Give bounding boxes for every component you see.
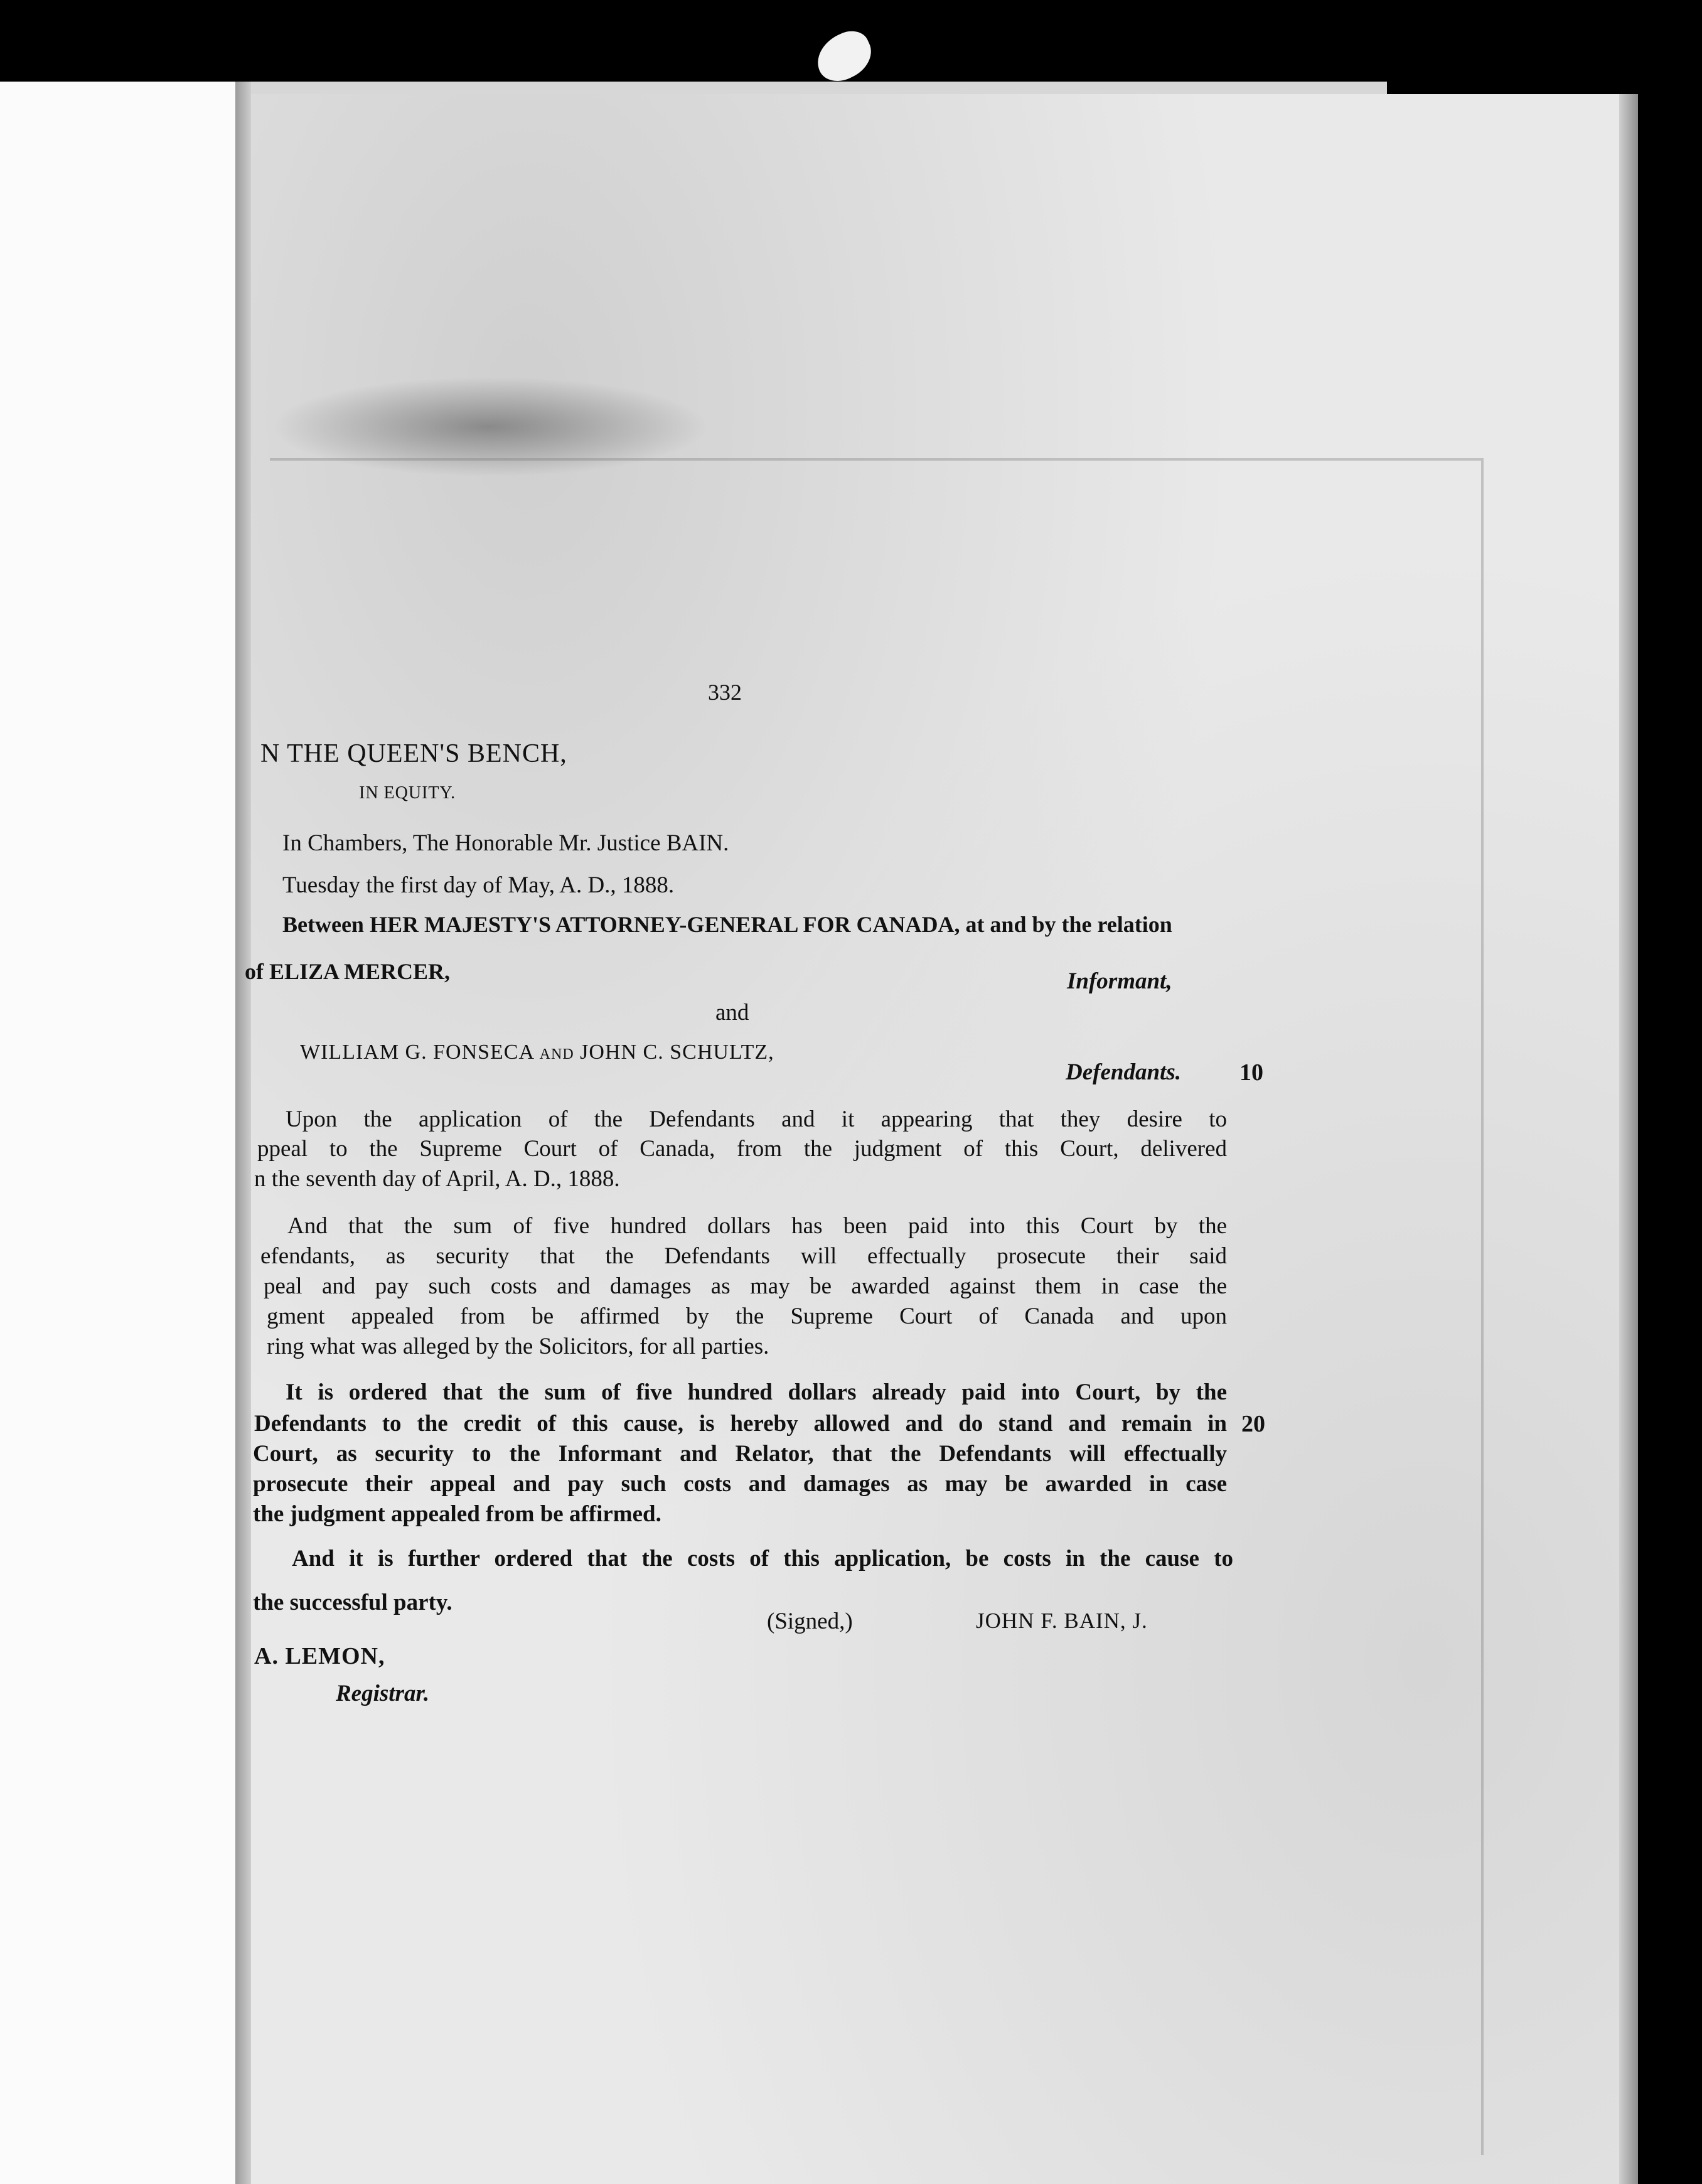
defendants-line: WILLIAM G. FONSECA and JOHN C. SCHULTZ, [300,1041,774,1064]
signed-label: (Signed,) [767,1609,853,1634]
page-right-edge [1619,94,1638,2184]
paragraph-3-line-2: Defendants to the credit of this cause, is hereby allowed and do stand and remain in [254,1411,1227,1437]
paragraph-2-line-2: efendants, as security that the Defendants will effectually prosecute their said [260,1243,1227,1269]
and-word: and [715,1000,749,1025]
judge-signature: JOHN F. BAIN, J. [976,1609,1148,1633]
registrar-name: A. LEMON, [254,1643,385,1669]
paragraph-3-line-5: the judgment appealed from be affirmed. [253,1501,661,1527]
between-line: Between HER MAJESTY'S ATTORNEY-GENERAL FOR CANADA, at and by the relation [282,912,1172,937]
paragraph-3-line-3: Court, as security to the Informant and Relator, that the Defendants will effectually [253,1441,1227,1467]
line-number-10: 10 [1239,1059,1263,1086]
registrar-title: Registrar. [336,1681,430,1706]
chambers-line: In Chambers, The Honorable Mr. Justice BAIN. [282,830,729,856]
paragraph-2-line-4: gment appealed from be affirmed by the Supreme Court of Canada and upon [267,1303,1227,1329]
page-top-edge [251,82,1387,95]
film-blot [809,24,879,88]
relator-line: of ELIZA MERCER, [245,959,451,984]
defendants-label: Defendants. [1066,1059,1181,1085]
paragraph-1-line-1: Upon the application of the Defendants and it appearing that they desire to [286,1106,1227,1132]
paragraph-4-line-2: the successful party. [253,1590,452,1615]
line-number-20: 20 [1241,1411,1265,1437]
paragraph-4-line-1: And it is further ordered that the costs of this application, be costs in the cause to [292,1546,1233,1571]
court-title: N THE QUEEN'S BENCH, [260,739,567,768]
paragraph-3-line-4: prosecute their appeal and pay such costs and damages as may be awarded in case [253,1471,1227,1497]
page-number: 332 [708,680,742,705]
court-division: IN EQUITY. [359,783,456,803]
paragraph-2-line-5: ring what was alleged by the Solicitors, for all parties. [267,1334,769,1359]
paragraph-1-line-3: n the seventh day of April, A. D., 1888. [254,1166,620,1192]
paragraph-2-line-3: peal and pay such costs and damages as may be awarded against them in case the [264,1273,1227,1299]
left-blank-page [0,82,235,2184]
paragraph-1-line-2: ppeal to the Supreme Court of Canada, from the judgment of this Court, delivered [257,1136,1227,1162]
paragraph-3-line-1: It is ordered that the sum of five hundred dollars already paid into Court, by the [286,1379,1227,1405]
date-line: Tuesday the first day of May, A. D., 1888. [282,872,675,898]
paragraph-2-line-1: And that the sum of five hundred dollars has been paid into this Court by the [287,1213,1227,1239]
informant-label: Informant, [1067,968,1172,994]
